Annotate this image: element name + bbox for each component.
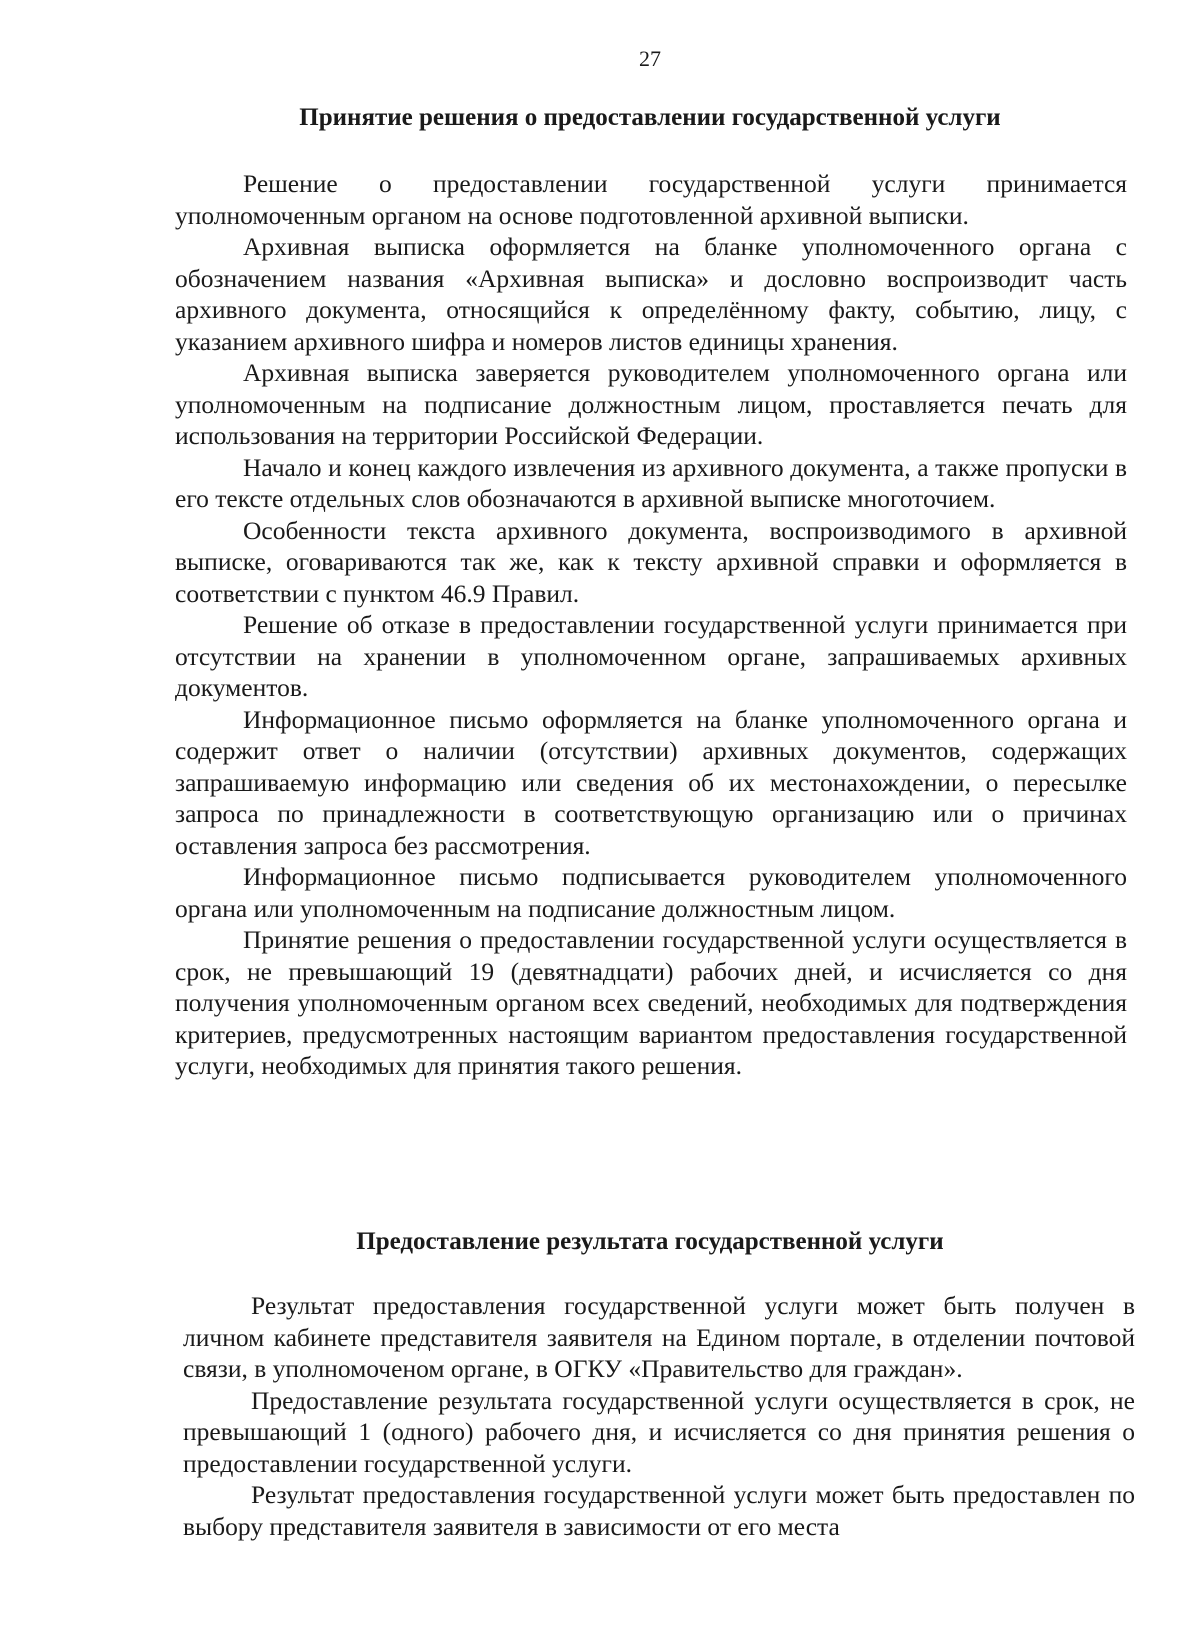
paragraph: Результат предоставления государственной услуги может быть предоставлен по выбору представителя заявителя в зависимости от его места — [183, 1480, 1135, 1541]
page-number: 27 — [639, 46, 661, 71]
paragraph: Решение об отказе в предоставлении государственной услуги принимается при отсутствии на хранении в уполномоченном органе, запрашиваемых архивных документов. — [175, 610, 1127, 702]
paragraph: Архивная выписка оформляется на бланке уполномоченного органа с обозначением названия «Архивная выписка» и дословно воспроизводит часть архивного документа, относящийся к определённому факту, событию, лицу, с указанием архивного шифра и номеров листов единицы хранения. — [175, 232, 1127, 356]
section-result-body — [183, 1290, 1135, 1542]
paragraph: Начало и конец каждого извлечения из архивного документа, а также пропуски в его тексте отдельных слов обозначаются в архивной выписке многоточием. — [175, 452, 1127, 513]
paragraph: Принятие решения о предоставлении государственной услуги осуществляется в срок, не превышающий 19 (девятнадцати) рабочих дней, и исчисляется со дня получения уполномоченным органом всех сведений, необходимых для подтверждения критериев, предусмотренных настоящим вариантом предоставления государственной услуги, необходимых для принятия такого решения. — [175, 925, 1127, 1080]
section-heading-result: Предоставление результата государственной услуги — [356, 1228, 944, 1255]
paragraph: Информационное письмо подписывается руководителем уполномоченного органа или уполномоченным на подписание должностным лицом. — [175, 862, 1127, 923]
section-heading-decision: Принятие решения о предоставлении государственной услуги — [299, 104, 1001, 131]
section-decision-body — [175, 168, 1127, 1082]
paragraph: Особенности текста архивного документа, воспроизводимого в архивной выписке, оговариваются так же, как к тексту архивной справки и оформляется в соответствии с пунктом 46.9 Правил. — [175, 515, 1127, 608]
paragraph: Архивная выписка заверяется руководителем уполномоченного органа или уполномоченным на подписание должностным лицом, проставляется печать для использования на территории Российской Федерации. — [175, 358, 1127, 450]
paragraph: Информационное письмо оформляется на бланке уполномоченного органа и содержит ответ о наличии (отсутствии) архивных документов, содержащих запрашиваемую информацию или сведения об их местонахождении, о пересылке запроса по принадлежности в соответствующую организацию или о причинах оставления запроса без рассмотрения. — [175, 704, 1127, 860]
paragraph: Решение о предоставлении государственной услуги принимается уполномоченным органом на основе подготовленной архивной выписки. — [175, 169, 1127, 230]
paragraph: Предоставление результата государственной услуги осуществляется в срок, не превышающий 1 (одного) рабочего дня, и исчисляется со дня принятия решения о предоставлении государственной услуги. — [183, 1385, 1135, 1478]
paragraph: Результат предоставления государственной услуги может быть получен в личном кабинете представителя заявителя на Едином портале, в отделении почтовой связи, в уполномоченом органе, в ОГКУ «Правительство для граждан». — [183, 1291, 1135, 1383]
